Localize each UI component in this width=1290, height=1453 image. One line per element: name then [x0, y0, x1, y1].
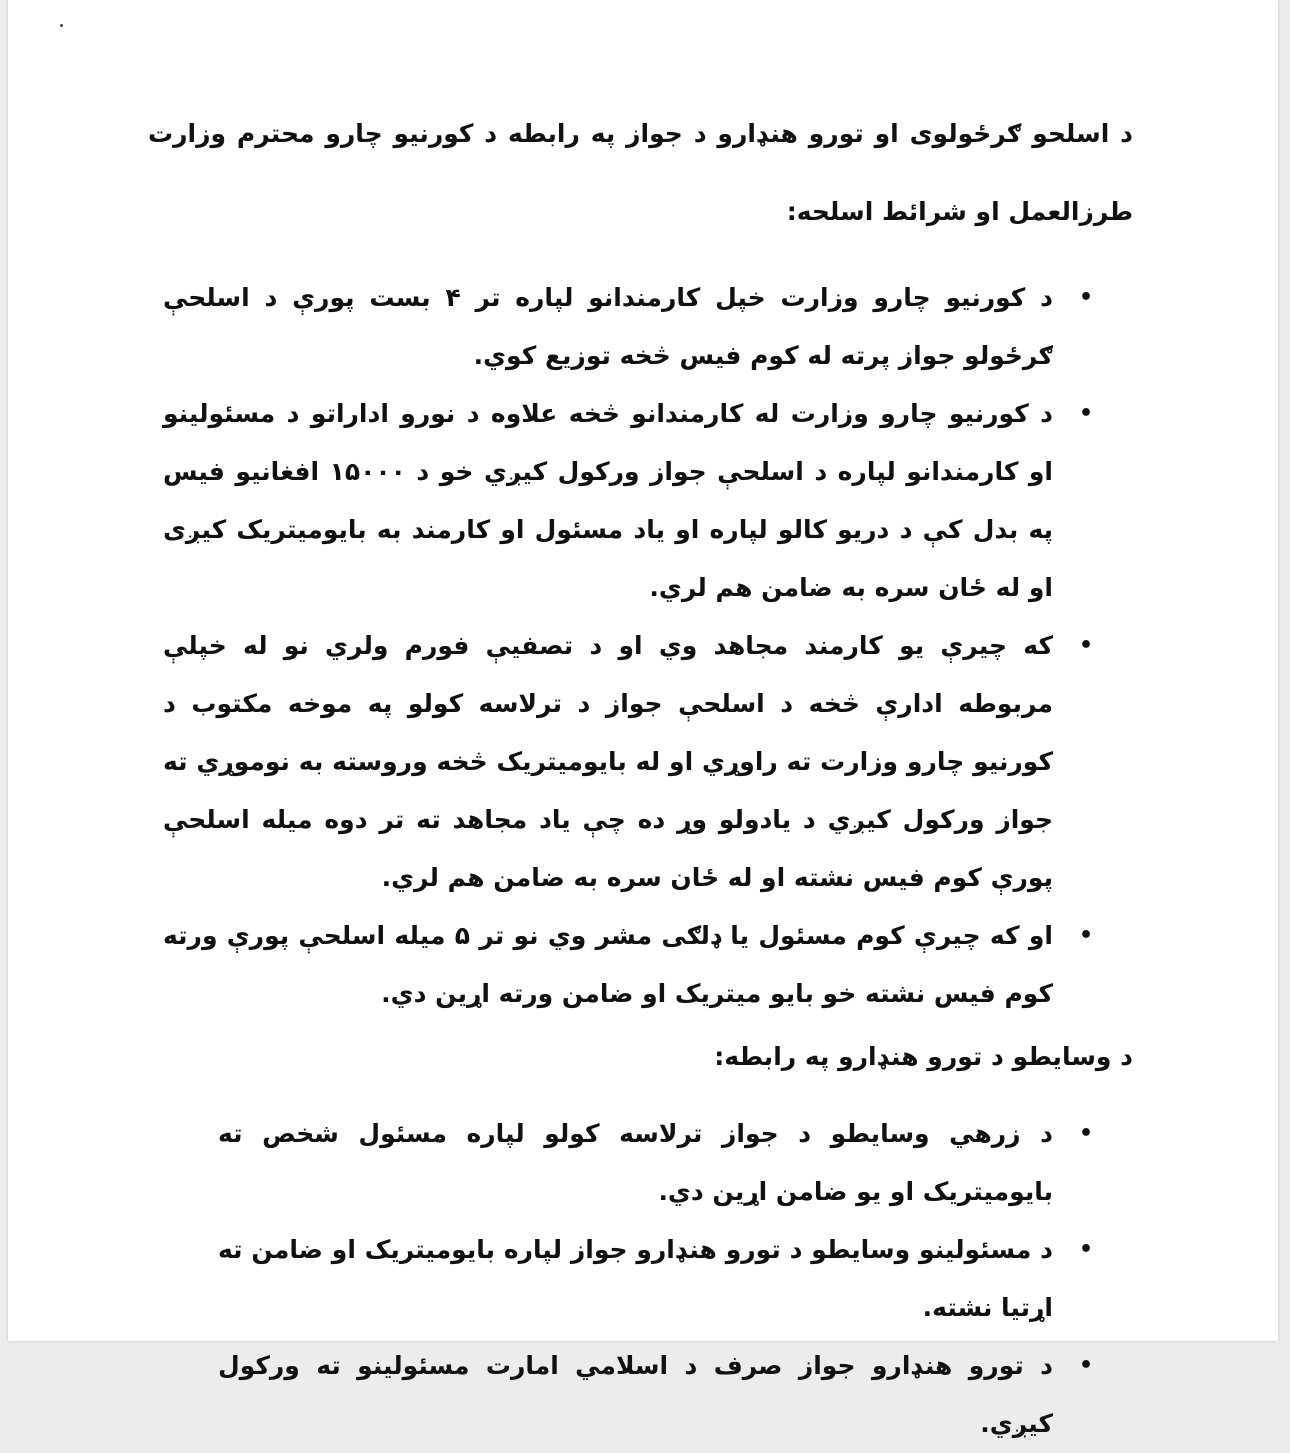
bullet-icon: • [1078, 1121, 1093, 1146]
bullet-icon: • [1078, 1237, 1093, 1262]
list-item [148, 907, 1133, 1023]
list-item [148, 617, 1133, 907]
bullet-icon: • [1078, 401, 1093, 426]
list-item [148, 1221, 1133, 1337]
list-item [148, 269, 1133, 385]
list-item-text: د زرهي وسایطو د جواز ترلاسه کولو لپاره مسئول شخص ته بایومیتریک او یو ضامن اړین دي. [218, 1119, 1053, 1206]
document-heading: د اسلحو ګرځولوی او تورو هنډارو د جواز په رابطه د کورنیو چارو محترم وزارت طرزالعمل او شرائط اسلحه: [148, 119, 1133, 226]
list-item-text: او که چیرې کوم مسئول یا ډلګی مشر وي نو تر ۵ میله اسلحې پورې ورته کوم فیس نشته خو بایو میتریک او ضامن ورته اړین دي. [163, 921, 1053, 1008]
list-item [148, 385, 1133, 617]
bullet-icon: • [1078, 1353, 1093, 1378]
bullet-icon: • [1078, 285, 1093, 310]
document-body [148, 95, 1133, 1453]
list-item [148, 1337, 1133, 1453]
list-item-text: د کورنیو چارو وزارت خپل کارمندانو لپاره تر ۴ بست پورې د اسلحې ګرځولو جواز پرته له کوم فیس څخه توزیع کوي. [163, 283, 1053, 370]
scan-speck [60, 24, 63, 27]
document-page [8, 0, 1278, 1438]
weapons-list [148, 269, 1133, 1023]
list-item-text: د مسئولینو وسایطو د تورو هنډارو جواز لپاره بایومیتریک او ضامن ته اړتیا نشته. [218, 1235, 1053, 1322]
list-item-text: د تورو هنډارو جواز صرف د اسلامي امارت مسئولینو ته ورکول کیږي. [218, 1351, 1053, 1438]
list-item [148, 1105, 1133, 1221]
bullet-icon: • [1078, 923, 1093, 948]
bullet-icon: • [1078, 633, 1093, 658]
list-item-text: د کورنیو چارو وزارت له کارمندانو څخه علاوه د نورو اداراتو د مسئولینو او کارمندانو لپاره د اسلحې جواز ورکول کیږي خو د ۱۵۰۰۰ افغانیو فیس په بدل کې د دریو کالو لپاره او یاد مسئول او کارمند به بایومیتریک کیږی او له ځان سره به ضامن هم لري. [163, 399, 1053, 602]
vehicles-list [148, 1105, 1133, 1453]
vehicles-heading: د وسایطو د تورو هنډارو په رابطه: [714, 1042, 1133, 1071]
list-item-text: که چیرې یو کارمند مجاهد وي او د تصفیې فورم ولري نو له خپلې مربوطه ادارې څخه د اسلحې جواز د ترلاسه کولو په موخه مکتوب د کورنیو چارو وزارت ته راوړي او له بایومیتریک څخه وروسته به نوموړي ته جواز ورکول کیږي د یادولو وړ ده چې یاد مجاهد ته تر دوه میله اسلحې پورې کوم فیس نشته او له ځان سره به ضامن هم لري. [163, 631, 1053, 892]
